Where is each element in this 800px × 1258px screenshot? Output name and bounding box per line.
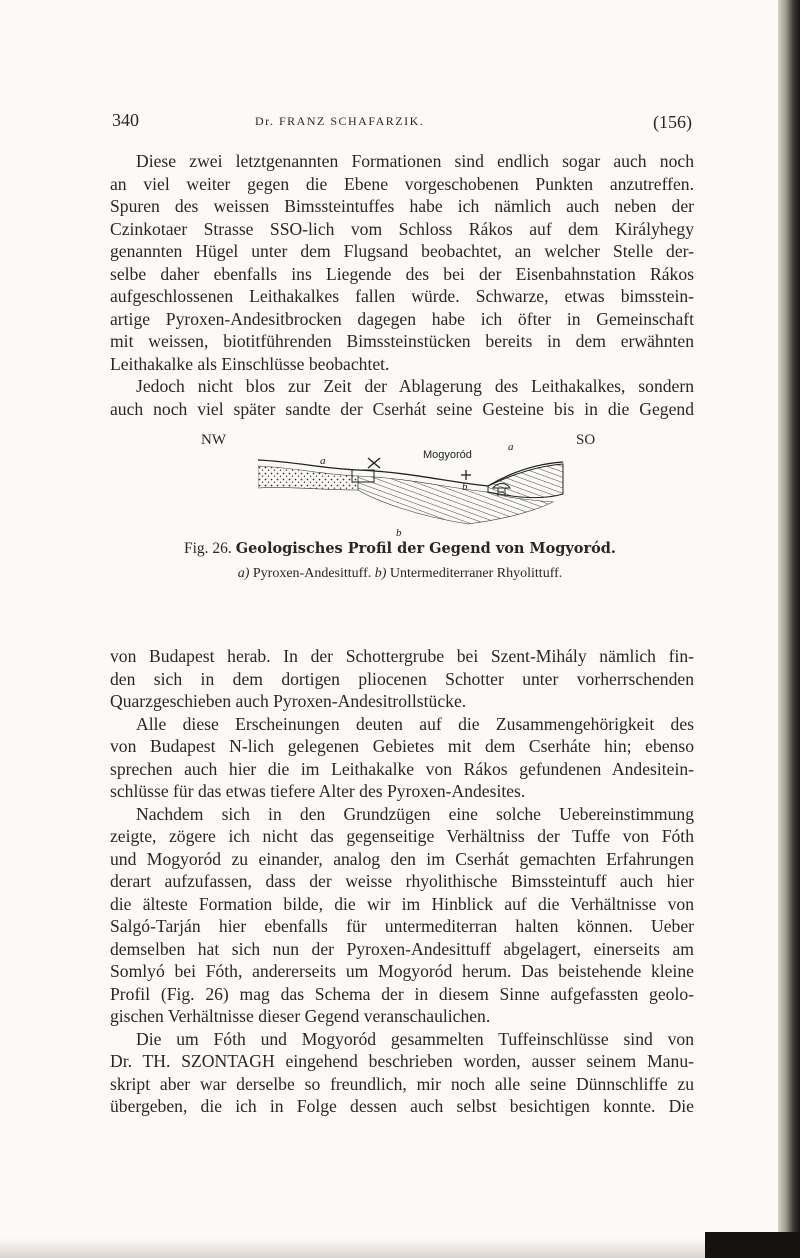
paragraph-top — [110, 150, 694, 420]
section-number: (156) — [653, 112, 692, 132]
text-line: Quarzgeschieben auch Pyroxen-Andesitrollstücke. — [110, 691, 467, 711]
text-line: die älteste Formation bilde, die wir im Hinblick auf die Verhältnisse von — [110, 893, 694, 914]
text-line: mit weissen, biotitführenden Bimssteinstücken bereits in dem erwähnten — [110, 331, 694, 351]
village-marker-icon — [461, 470, 471, 480]
text-line: von Budapest herab. In der Schottergrube bei Szent-Mihály nämlich fin- — [110, 646, 694, 666]
text-line: Die um Fóth und Mogyoród gesammelten Tuffeinschlüsse sind von — [136, 1028, 694, 1049]
text-line: skript aber war derselbe so freundlich, mir noch alle seine Dünnschliffe zu — [110, 1073, 694, 1094]
text-line: den sich in dem dortigen pliocenen Schotter unter vorherrschenden — [110, 668, 694, 689]
figure-label-nw: NW — [201, 432, 226, 448]
legend-b-key: b) — [374, 566, 387, 581]
text-line: Diese zwei letztgenannten Formationen sind endlich sogar auch noch — [136, 151, 694, 171]
text-line: sprechen auch hier die im Leithakalke von Rákos gefundenen Andesitein- — [110, 758, 694, 779]
text-line: derart aufzufassen, dass der weisse rhyolithische Bimssteintuff auch hier — [110, 871, 694, 891]
text-line: selbe daher ebenfalls ins Liegende des bei der Eisenbahnstation Rákos — [110, 263, 694, 284]
text-line: Spuren des weissen Bimssteintuffes habe ich nämlich auch neben der — [110, 196, 694, 216]
page-edge-shadow — [705, 1232, 800, 1258]
text-line: Somlyó bei Fóth, andererseits um Mogyoród herum. Das beistehende kleine — [110, 961, 694, 981]
caption-title: Geologisches Profil der Gegend von Mogyoród. — [235, 540, 616, 557]
text-line: gischen Verhältnisse dieser Gegend veranschaulichen. — [110, 1006, 491, 1026]
running-title: Dr. FRANZ SCHAFARZIK. — [255, 114, 425, 128]
text-line: zeigte, zögere ich nicht das gegenseitige Verhältniss der Tuffe von Fóth — [110, 826, 694, 846]
text-line: schlüsse für das etwas tiefere Alter des Pyroxen-Andesites. — [110, 781, 526, 801]
text-line: artige Pyroxen-Andesitbrocken dagegen habe ich öfter in Gemeinschaft — [110, 308, 694, 329]
legend-b-text: Untermediterraner Rhyolittuff. — [389, 566, 563, 581]
geological-profile-figure — [258, 430, 568, 540]
label-mogyorod: Mogyoród — [423, 449, 472, 461]
text-line: und Mogyoród zu einander, analog den im Cserhát gemachten Erfahrungen — [110, 848, 694, 869]
text-line: Czinkotaer Strasse SSO-lich vom Schloss Rákos auf dem Királyhegy — [110, 218, 694, 239]
text-line: Leithakalke als Einschlüsse beobachtet. — [110, 353, 390, 374]
label-b-bottom: b — [396, 527, 402, 539]
paragraph-bottom — [110, 645, 694, 1118]
page-number: 340 — [112, 110, 139, 130]
text-line: von Budapest N-lich gelegenen Gebietes mit dem Cserháte hin; ebenso — [110, 736, 694, 756]
figure-legend — [120, 566, 680, 582]
caption-prefix: Fig. 26. — [184, 540, 232, 557]
legend-a-key: a) — [237, 566, 250, 581]
bottom-margin-shadow — [0, 1238, 705, 1258]
label-b-center: b — [462, 481, 468, 493]
mine-symbol-icon — [368, 458, 380, 468]
text-line: genannten Hügel unter dem Flugsand beobachtet, an welcher Stelle der- — [110, 241, 694, 261]
running-header — [112, 104, 692, 134]
text-line: Jedoch nicht blos zur Zeit der Ablagerung des Leithakalkes, sondern — [136, 376, 694, 396]
book-page-edge — [778, 0, 800, 1258]
label-a-right: a — [508, 441, 514, 453]
text-line: Dr. TH. SZONTAGH eingehend beschrieben worden, ausser seinem Manu- — [110, 1051, 694, 1071]
text-line: auch noch viel später sandte der Cserhát seine Gesteine bis in die Gegend — [110, 398, 694, 419]
text-line: aufgeschlossenen Leithakalkes fallen würde. Schwarze, etwas bimsstein- — [110, 286, 694, 306]
text-line: Salgó-Tarján hier ebenfalls für untermediterran halten können. Ueber — [110, 916, 694, 936]
text-line: Nachdem sich in den Grundzügen eine solche Uebereinstimmung — [136, 803, 694, 824]
text-line: an viel weiter gegen die Ebene vorgeschobenen Punkten anzutreffen. — [110, 173, 694, 194]
label-a-left: a — [320, 455, 326, 467]
text-line: übergeben, die ich in Folge dessen auch selbst besichtigen konnte. Die — [110, 1096, 694, 1116]
text-line: Profil (Fig. 26) mag das Schema der in diesem Sinne aufgefassten geolo- — [110, 983, 694, 1004]
text-line: Alle diese Erscheinungen deuten auf die Zusammengehörigkeit des — [136, 713, 694, 734]
figure-label-so: SO — [576, 432, 596, 448]
figure-caption — [120, 540, 680, 558]
text-line: demselben hat sich nun der Pyroxen-Andesittuff abgelagert, einerseits am — [110, 938, 694, 959]
legend-a-text: Pyroxen-Andesittuff. — [252, 566, 372, 581]
